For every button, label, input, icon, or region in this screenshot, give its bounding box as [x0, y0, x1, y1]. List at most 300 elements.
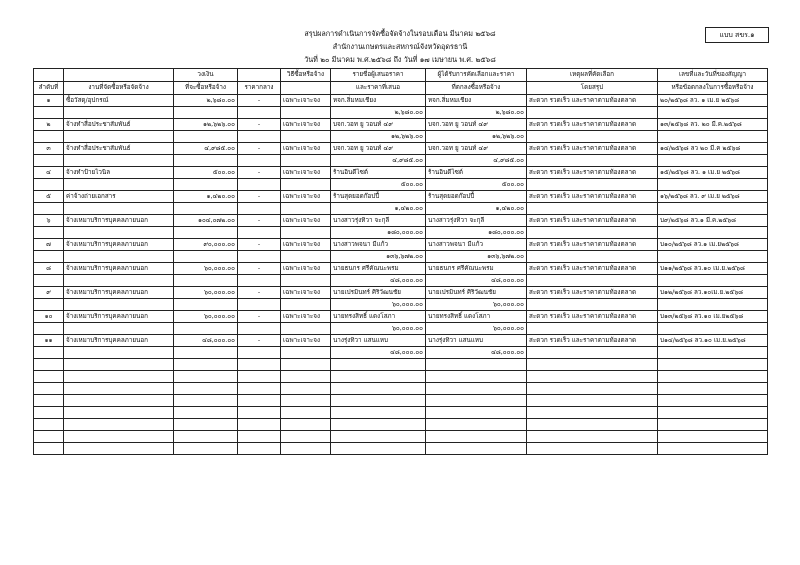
empty-cell — [658, 383, 768, 395]
empty-cell — [64, 419, 174, 431]
empty-cell — [64, 203, 174, 215]
row-method: เฉพาะเจาะจง — [281, 311, 331, 323]
empty-cell — [331, 407, 426, 419]
row-work: จ้างทำสื่อประชาสัมพันธ์ — [64, 119, 174, 131]
row-contract: บ๙/๒๕๖๘ ลว.๑ มี.ค.๒๕๖๘ — [658, 215, 768, 227]
empty-cell — [331, 419, 426, 431]
empty-cell — [238, 419, 281, 431]
empty-cell — [527, 227, 658, 239]
header-row-1 — [34, 69, 768, 82]
row-winner: หจก.สิ่มหมเชียง — [426, 95, 527, 107]
row-number: ๕ — [34, 191, 64, 203]
empty-cell — [658, 299, 768, 311]
row-budget: ๒,๖๘๐.๐๐ — [174, 95, 238, 107]
row-median: - — [238, 119, 281, 131]
empty-cell — [64, 251, 174, 263]
row-reason: สะดวก รวดเร็ว และราคาตามท้องตลาด — [527, 335, 658, 347]
empty-cell — [331, 383, 426, 395]
empty-cell — [174, 179, 238, 191]
row-bid-price: ๖๐,๐๐๐.๐๐ — [331, 323, 426, 335]
empty-cell — [64, 179, 174, 191]
row-work: จ้างทำสื่อประชาสัมพันธ์ — [64, 143, 174, 155]
row-bidder: ร้านอินดีไซต์ — [331, 167, 426, 179]
empty-cell — [174, 359, 238, 371]
empty-cell — [281, 323, 331, 335]
empty-cell — [527, 179, 658, 191]
row-method: เฉพาะเจาะจง — [281, 335, 331, 347]
empty-cell — [238, 179, 281, 191]
empty-cell — [527, 251, 658, 263]
empty-cell — [64, 107, 174, 119]
row-median: - — [238, 287, 281, 299]
table-row — [34, 95, 768, 107]
row-winner: นายเปรมินทร์ ศิริวัฒนชัย — [426, 287, 527, 299]
row-win-price: ๔๘,๐๐๐.๐๐ — [426, 275, 527, 287]
empty-cell — [281, 371, 331, 383]
header-method: วิธีซื้อหรือจ้าง — [281, 69, 331, 82]
row-budget: ๖๐,๐๐๐.๐๐ — [174, 311, 238, 323]
empty-cell — [174, 299, 238, 311]
row-method: เฉพาะเจาะจง — [281, 119, 331, 131]
blank-row — [34, 443, 768, 455]
empty-cell — [64, 227, 174, 239]
empty-cell — [426, 383, 527, 395]
empty-cell — [281, 203, 331, 215]
empty-cell — [281, 383, 331, 395]
empty-cell — [331, 371, 426, 383]
empty-cell — [426, 443, 527, 455]
row-bid-price: ๔,๙๘๕.๐๐ — [331, 155, 426, 167]
empty-cell — [174, 227, 238, 239]
empty-cell — [238, 251, 281, 263]
row-contract: ๑๖/๒๕๖๘ ลว. ๙ เม.ย ๒๕๖๘ — [658, 191, 768, 203]
procurement-table — [33, 68, 768, 455]
row-median: - — [238, 263, 281, 275]
row-work: ซื้อวัสดุ/อุปกรณ์ — [64, 95, 174, 107]
empty-cell — [64, 431, 174, 443]
row-bid-price: ๑,๔๒๐.๐๐ — [331, 203, 426, 215]
row-bidder: นางสาวรุ่งทิวา จะกุลี — [331, 215, 426, 227]
empty-cell — [527, 131, 658, 143]
header-reason-sub: โดยสรุป — [527, 82, 658, 95]
row-win-price: ๖๐,๐๐๐.๐๐ — [426, 323, 527, 335]
row-median: - — [238, 215, 281, 227]
empty-cell — [174, 323, 238, 335]
table-row-price — [34, 155, 768, 167]
header-contract: เลขที่และวันที่ของสัญญา — [658, 69, 768, 82]
empty-cell — [527, 383, 658, 395]
row-winner: บจก.วอท ยู วอนท์ ๔๙ — [426, 143, 527, 155]
row-winner: นายธนกร ศรีคัณนะพรม — [426, 263, 527, 275]
empty-cell — [658, 359, 768, 371]
empty-cell — [238, 383, 281, 395]
empty-cell — [238, 347, 281, 359]
empty-cell — [64, 383, 174, 395]
blank-row — [34, 395, 768, 407]
table-row — [34, 215, 768, 227]
row-bid-price: ๒,๖๘๐.๐๐ — [331, 107, 426, 119]
row-contract: ๑๓/๒๕๖๘ ลว. ๒๐ มี.ค.๒๕๖๘ — [658, 119, 768, 131]
row-win-price: ๕๐๐.๐๐ — [426, 179, 527, 191]
agency-name: สำนักงานเกษตรและสหกรณ์จังหวัดอุดรธานี — [332, 42, 468, 51]
empty-cell — [281, 131, 331, 143]
row-winner: นางสาวพจนา มีแก้ว — [426, 239, 527, 251]
row-winner: นายทรงสิทธิ์ แดงโสภา — [426, 311, 527, 323]
empty-cell — [238, 299, 281, 311]
table-row — [34, 263, 768, 275]
row-bidder: ร้านสุดยอดก๊อปปี้ — [331, 191, 426, 203]
row-reason: สะดวก รวดเร็ว และราคาตามท้องตลาด — [527, 119, 658, 131]
empty-cell — [426, 395, 527, 407]
blank-row — [34, 359, 768, 371]
header-median: ราคากลาง — [238, 82, 281, 95]
empty-cell — [64, 407, 174, 419]
empty-cell — [281, 179, 331, 191]
table-row — [34, 335, 768, 347]
row-winner: ร้านอินดีไซต์ — [426, 167, 527, 179]
row-budget: ๙๐,๐๐๐.๐๐ — [174, 239, 238, 251]
empty-cell — [281, 395, 331, 407]
empty-cell — [426, 359, 527, 371]
row-reason: สะดวก รวดเร็ว และราคาตามท้องตลาด — [527, 191, 658, 203]
row-work: ค่าจ้างถ่ายเอกสาร — [64, 191, 174, 203]
row-win-price: ๑,๔๒๐.๐๐ — [426, 203, 527, 215]
empty-cell — [174, 407, 238, 419]
row-median: - — [238, 239, 281, 251]
table-row — [34, 239, 768, 251]
row-number: ๗ — [34, 239, 64, 251]
empty-cell — [658, 227, 768, 239]
row-contract: บ๑๑/๒๕๖๘ ลว.๑๐ เม.ย.๒๕๖๘ — [658, 263, 768, 275]
empty-cell — [174, 419, 238, 431]
empty-cell — [64, 323, 174, 335]
empty-cell — [426, 431, 527, 443]
empty-cell — [34, 323, 64, 335]
empty-cell — [238, 323, 281, 335]
empty-cell — [281, 347, 331, 359]
row-reason: สะดวก รวดเร็ว และราคาตามท้องตลาด — [527, 263, 658, 275]
empty-cell — [527, 203, 658, 215]
blank-row — [34, 407, 768, 419]
empty-cell — [658, 179, 768, 191]
row-winner: นางรุ่งทิวา แสนแหบ — [426, 335, 527, 347]
row-number: ๙ — [34, 287, 64, 299]
header-median-top — [238, 69, 281, 82]
row-budget: ๖๐,๐๐๐.๐๐ — [174, 263, 238, 275]
header-winner: ผู้ได้รับการคัดเลือกและราคา — [426, 69, 527, 82]
header-work-top — [64, 69, 174, 82]
row-reason: สะดวก รวดเร็ว และราคาตามท้องตลาด — [527, 95, 658, 107]
row-contract: บ๑๒/๒๕๖๘ ลว.๑๐เม.ย.๒๕๖๘ — [658, 287, 768, 299]
empty-cell — [238, 371, 281, 383]
row-number: ๔ — [34, 167, 64, 179]
empty-cell — [527, 431, 658, 443]
row-budget: ๔๘,๐๐๐.๐๐ — [174, 335, 238, 347]
empty-cell — [174, 347, 238, 359]
header-budget: วงเงิน — [174, 69, 238, 82]
row-median: - — [238, 167, 281, 179]
empty-cell — [238, 131, 281, 143]
empty-cell — [658, 443, 768, 455]
empty-cell — [527, 347, 658, 359]
empty-cell — [34, 107, 64, 119]
header-budget-sub: ที่จะซื้อหรือจ้าง — [174, 82, 238, 95]
row-work: จ้างทำป้ายไวนิล — [64, 167, 174, 179]
row-reason: สะดวก รวดเร็ว และราคาตามท้องตลาด — [527, 143, 658, 155]
empty-cell — [174, 251, 238, 263]
row-number: ๑๑ — [34, 335, 64, 347]
empty-cell — [34, 359, 64, 371]
row-method: เฉพาะเจาะจง — [281, 191, 331, 203]
table-row — [34, 311, 768, 323]
row-contract: ๑๕/๒๕๖๘ ลว. ๑ เม.ย ๒๕๖๘ — [658, 167, 768, 179]
table-row-price — [34, 107, 768, 119]
empty-cell — [34, 347, 64, 359]
row-budget: ๖๐,๐๐๐.๐๐ — [174, 287, 238, 299]
row-bidder: นายเปรมินทร์ ศิริวัฒนชัย — [331, 287, 426, 299]
empty-cell — [658, 203, 768, 215]
empty-cell — [331, 359, 426, 371]
row-bid-price: ๕๐๐.๐๐ — [331, 179, 426, 191]
row-bidder: นางรุ่งทิวา แสนแหบ — [331, 335, 426, 347]
row-budget: ๑๐๔,๐๗๒.๐๐ — [174, 215, 238, 227]
row-method: เฉพาะเจาะจง — [281, 287, 331, 299]
row-winner: นางสาวรุ่งทิวา จะกุลี — [426, 215, 527, 227]
row-win-price: ๒,๖๘๐.๐๐ — [426, 107, 527, 119]
blank-row — [34, 431, 768, 443]
empty-cell — [174, 371, 238, 383]
header-contract-sub: หรือข้อตกลงในการซื้อหรือจ้าง — [658, 82, 768, 95]
row-contract: ๒๐/๒๕๖๘ ลว. ๑ เม.ย ๒๕๖๘ — [658, 95, 768, 107]
empty-cell — [281, 419, 331, 431]
empty-cell — [174, 395, 238, 407]
row-budget: ๕๐๐.๐๐ — [174, 167, 238, 179]
table-row-price — [34, 227, 768, 239]
empty-cell — [658, 371, 768, 383]
row-method: เฉพาะเจาะจง — [281, 239, 331, 251]
row-winner: บจก.วอท ยู วอนท์ ๔๙ — [426, 119, 527, 131]
empty-cell — [527, 359, 658, 371]
report-period: วันที่ ๒๐ มีนาคม พ.ศ.๒๕๖๘ ถึง วันที่ ๑๗ เมษายน พ.ศ. ๒๕๖๘ — [304, 55, 496, 64]
empty-cell — [238, 227, 281, 239]
empty-cell — [658, 131, 768, 143]
header-work: งานที่จัดซื้อหรือจัดจ้าง — [64, 82, 174, 95]
table-row-price — [34, 251, 768, 263]
empty-cell — [174, 155, 238, 167]
row-bidder: บจก.วอท ยู วอนท์ ๔๙ — [331, 143, 426, 155]
empty-cell — [174, 443, 238, 455]
header-row-2 — [34, 82, 768, 95]
empty-cell — [34, 179, 64, 191]
empty-cell — [527, 107, 658, 119]
row-median: - — [238, 95, 281, 107]
row-win-price: ๖๐,๐๐๐.๐๐ — [426, 299, 527, 311]
empty-cell — [64, 299, 174, 311]
header-winner-sub: ที่ตกลงซื้อหรือจ้าง — [426, 82, 527, 95]
empty-cell — [426, 419, 527, 431]
empty-cell — [64, 155, 174, 167]
empty-cell — [281, 107, 331, 119]
header-reason: เหตุผลที่คัดเลือก — [527, 69, 658, 82]
row-contract: บ๑๔/๒๕๖๘ ลว.๑๐ เม.ย.๒๕๖๘ — [658, 335, 768, 347]
row-bidder: หจก.สิ่มหมเชียง — [331, 95, 426, 107]
row-method: เฉพาะเจาะจง — [281, 263, 331, 275]
empty-cell — [238, 431, 281, 443]
row-work: จ้างเหมาบริการบุคคลภายนอก — [64, 287, 174, 299]
empty-cell — [34, 299, 64, 311]
row-reason: สะดวก รวดเร็ว และราคาตามท้องตลาด — [527, 239, 658, 251]
table-row-price — [34, 179, 768, 191]
row-number: ๑๐ — [34, 311, 64, 323]
row-number: ๑ — [34, 95, 64, 107]
empty-cell — [238, 395, 281, 407]
report-title: สรุปผลการดำเนินการจัดซื้อจัดจ้างในรอบเดือน มีนาคม ๒๕๖๘ — [304, 29, 496, 38]
header-bidders: รายชื่อผู้เสนอราคา — [331, 69, 426, 82]
row-win-price: ๑๘๐,๐๐๐.๐๐ — [426, 227, 527, 239]
header-method-sub — [281, 82, 331, 95]
empty-cell — [34, 371, 64, 383]
row-bid-price: ๑๓๖,๖๗๒.๐๐ — [331, 251, 426, 263]
row-contract: ๑๔/๒๕๖๘ ลว ๒๐ มี.ค ๒๕๖๘ — [658, 143, 768, 155]
row-method: เฉพาะเจาะจง — [281, 215, 331, 227]
empty-cell — [64, 395, 174, 407]
table-row-price — [34, 203, 768, 215]
table-row-price — [34, 347, 768, 359]
empty-cell — [34, 383, 64, 395]
empty-cell — [527, 395, 658, 407]
row-median: - — [238, 143, 281, 155]
row-bid-price: ๖๐,๐๐๐.๐๐ — [331, 299, 426, 311]
empty-cell — [34, 407, 64, 419]
table-row-price — [34, 299, 768, 311]
row-contract: บ๑๓/๒๕๖๘ ลว.๑๐ เม.ย๒๕๖๘ — [658, 311, 768, 323]
empty-cell — [658, 251, 768, 263]
empty-cell — [527, 299, 658, 311]
row-budget: ๑,๔๒๐.๐๐ — [174, 191, 238, 203]
header-no-top — [34, 69, 64, 82]
empty-cell — [238, 359, 281, 371]
empty-cell — [64, 131, 174, 143]
table-row-price — [34, 131, 768, 143]
empty-cell — [658, 275, 768, 287]
row-reason: สะดวก รวดเร็ว และราคาตามท้องตลาด — [527, 215, 658, 227]
row-median: - — [238, 311, 281, 323]
row-number: ๓ — [34, 143, 64, 155]
empty-cell — [174, 431, 238, 443]
table-row — [34, 287, 768, 299]
blank-row — [34, 371, 768, 383]
header-bidders-sub: และราคาที่เสนอ — [331, 82, 426, 95]
table-row-price — [34, 323, 768, 335]
row-budget: ๑๒,๖๒๖.๐๐ — [174, 119, 238, 131]
row-median: - — [238, 335, 281, 347]
table-row-price — [34, 275, 768, 287]
row-bidder: นางสาวพจนา มีแก้ว — [331, 239, 426, 251]
form-code-box: แบบ สขร.๑ — [705, 27, 769, 43]
row-budget: ๔,๙๘๕.๐๐ — [174, 143, 238, 155]
empty-cell — [64, 443, 174, 455]
row-work: จ้างเหมาบริการบุคคลภายนอก — [64, 335, 174, 347]
row-win-price: ๔,๙๘๕.๐๐ — [426, 155, 527, 167]
empty-cell — [238, 407, 281, 419]
row-bid-price: ๔๘,๐๐๐.๐๐ — [331, 347, 426, 359]
empty-cell — [34, 227, 64, 239]
row-median: - — [238, 191, 281, 203]
empty-cell — [238, 203, 281, 215]
row-reason: สะดวก รวดเร็ว และราคาตามท้องตลาด — [527, 167, 658, 179]
empty-cell — [34, 275, 64, 287]
empty-cell — [281, 407, 331, 419]
empty-cell — [281, 359, 331, 371]
row-number: ๖ — [34, 215, 64, 227]
row-work: จ้างเหมาบริการบุคคลภายนอก — [64, 311, 174, 323]
empty-cell — [281, 155, 331, 167]
empty-cell — [174, 107, 238, 119]
row-work: จ้างเหมาบริการบุคคลภายนอก — [64, 263, 174, 275]
empty-cell — [426, 371, 527, 383]
row-bid-price: ๑๒,๖๒๖.๐๐ — [331, 131, 426, 143]
row-bid-price: ๑๘๐,๐๐๐.๐๐ — [331, 227, 426, 239]
row-win-price: ๑๓๖,๖๗๒.๐๐ — [426, 251, 527, 263]
blank-row — [34, 419, 768, 431]
table-row — [34, 167, 768, 179]
empty-cell — [238, 443, 281, 455]
table-row — [34, 119, 768, 131]
empty-cell — [34, 419, 64, 431]
row-bidder: นายทรงสิทธิ์ แดงโสภา — [331, 311, 426, 323]
empty-cell — [34, 251, 64, 263]
row-winner: ร้านสุดยอดก๊อปปี้ — [426, 191, 527, 203]
row-bid-price: ๔๘,๐๐๐.๐๐ — [331, 275, 426, 287]
empty-cell — [34, 131, 64, 143]
empty-cell — [281, 275, 331, 287]
empty-cell — [331, 395, 426, 407]
empty-cell — [174, 203, 238, 215]
empty-cell — [281, 251, 331, 263]
table-row — [34, 191, 768, 203]
row-bidder: บจก.วอท ยู วอนท์ ๔๙ — [331, 119, 426, 131]
row-method: เฉพาะเจาะจง — [281, 143, 331, 155]
empty-cell — [331, 431, 426, 443]
row-method: เฉพาะเจาะจง — [281, 95, 331, 107]
row-number: ๒ — [34, 119, 64, 131]
empty-cell — [34, 395, 64, 407]
empty-cell — [64, 347, 174, 359]
empty-cell — [658, 407, 768, 419]
empty-cell — [658, 155, 768, 167]
row-bidder: นายธนกร ศรีคัณนะพรม — [331, 263, 426, 275]
empty-cell — [527, 371, 658, 383]
row-contract: บ๑๐/๒๕๖๘ ลว.๑ เม.ย๒๕๖๘ — [658, 239, 768, 251]
empty-cell — [281, 431, 331, 443]
row-work: จ้างเหมาบริการบุคคลภายนอก — [64, 239, 174, 251]
empty-cell — [527, 155, 658, 167]
table-row — [34, 143, 768, 155]
blank-row — [34, 383, 768, 395]
empty-cell — [527, 323, 658, 335]
empty-cell — [658, 431, 768, 443]
row-method: เฉพาะเจาะจง — [281, 167, 331, 179]
empty-cell — [658, 347, 768, 359]
empty-cell — [527, 407, 658, 419]
empty-cell — [331, 443, 426, 455]
empty-cell — [238, 107, 281, 119]
empty-cell — [527, 443, 658, 455]
empty-cell — [34, 155, 64, 167]
empty-cell — [238, 155, 281, 167]
row-work: จ้างเหมาบริการบุคคลภายนอก — [64, 215, 174, 227]
empty-cell — [64, 359, 174, 371]
